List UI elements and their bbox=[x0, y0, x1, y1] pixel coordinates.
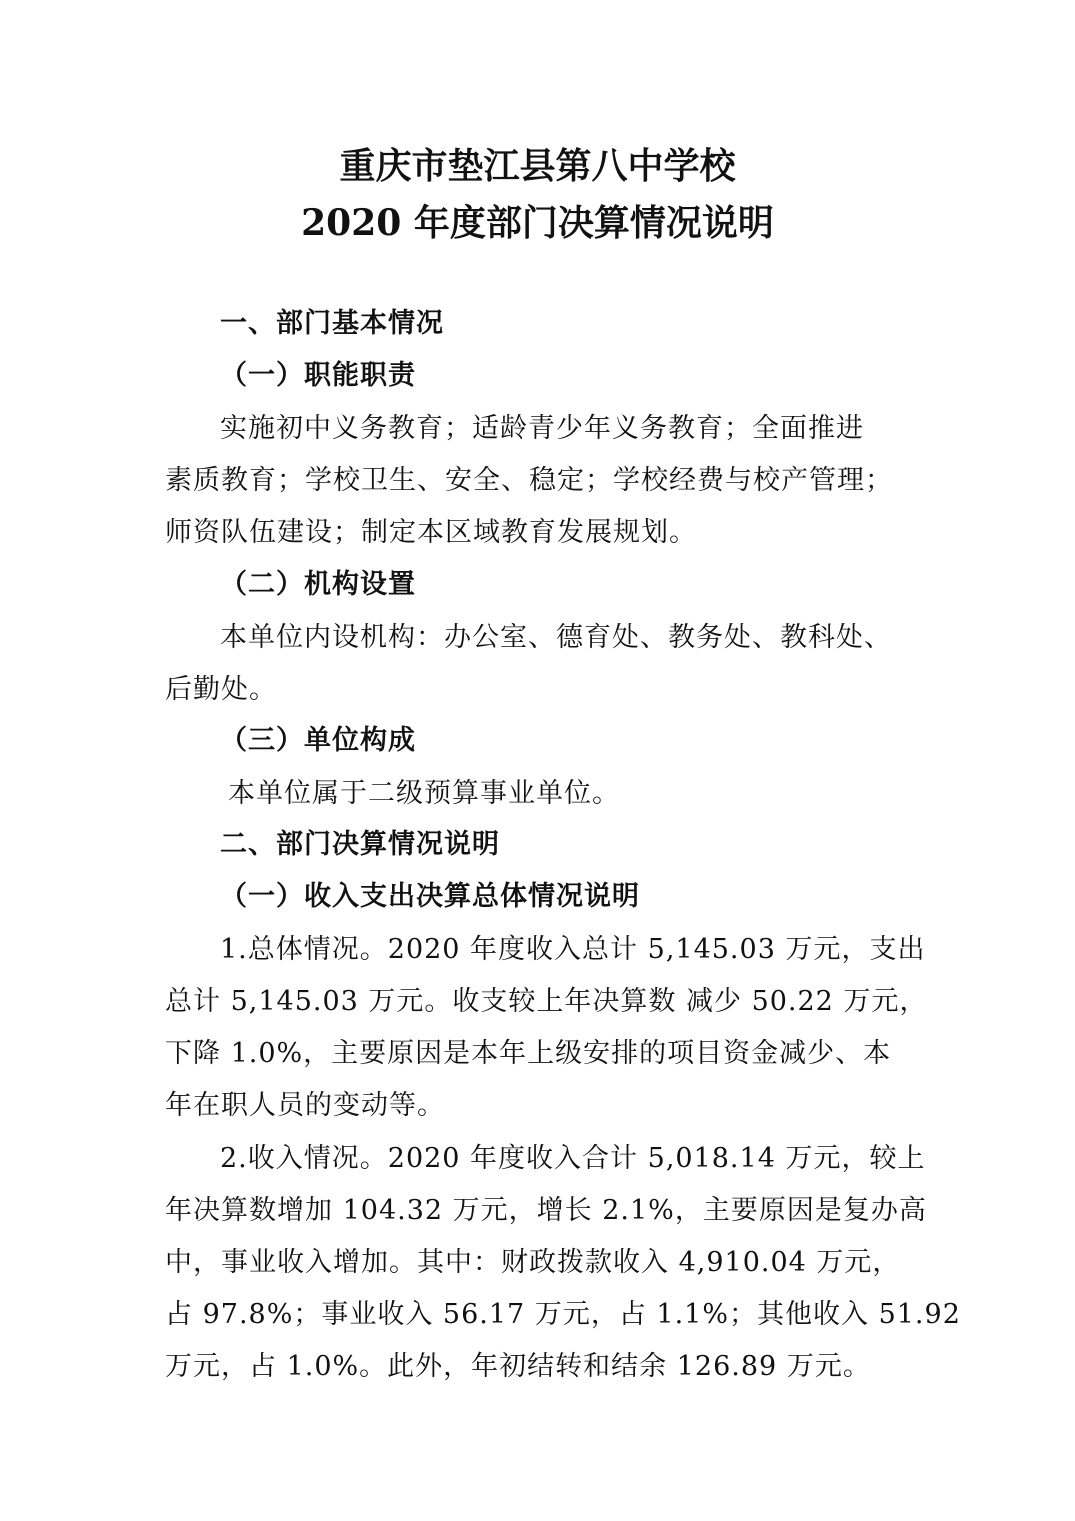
section-heading-1: 一、部门基本情况 bbox=[220, 308, 444, 339]
paragraph-line: 总计 5,145.03 万元。收支较上年决算数 减少 50.22 万元， bbox=[165, 986, 928, 1017]
section-heading-2: 二、部门决算情况说明 bbox=[220, 829, 500, 860]
document-title-line-1: 重庆市垫江县第八中学校 bbox=[339, 145, 736, 187]
paragraph-line: 2.收入情况。2020 年度收入合计 5,018.14 万元，较上 bbox=[220, 1143, 926, 1174]
subsection-heading-composition: （三）单位构成 bbox=[220, 725, 416, 756]
subsection-heading-duties: （一）职能职责 bbox=[220, 360, 416, 391]
subsection-heading-overview: （一）收入支出决算总体情况说明 bbox=[220, 881, 640, 912]
paragraph-line: 实施初中义务教育；适龄青少年义务教育；全面推进 bbox=[220, 413, 864, 444]
paragraph-line: 万元，占 1.0%。此外，年初结转和结余 126.89 万元。 bbox=[165, 1351, 871, 1382]
paragraph-line: 年决算数增加 104.32 万元，增长 2.1%，主要原因是复办高 bbox=[165, 1195, 927, 1226]
document-title-line-2: 2020 年度部门决算情况说明 bbox=[301, 202, 774, 244]
paragraph-line: 本单位属于二级预算事业单位。 bbox=[228, 778, 620, 809]
paragraph-line: 中，事业收入增加。其中：财政拨款收入 4,910.04 万元， bbox=[165, 1247, 901, 1278]
paragraph-line: 下降 1.0%，主要原因是本年上级安排的项目资金减少、本 bbox=[165, 1038, 892, 1069]
paragraph-line: 后勤处。 bbox=[165, 674, 277, 705]
subsection-heading-structure: （二）机构设置 bbox=[220, 569, 416, 600]
paragraph-line: 素质教育；学校卫生、安全、稳定；学校经费与校产管理； bbox=[165, 465, 893, 496]
paragraph-line: 1.总体情况。2020 年度收入总计 5,145.03 万元，支出 bbox=[220, 934, 926, 965]
paragraph-line: 师资队伍建设；制定本区域教育发展规划。 bbox=[165, 517, 697, 548]
paragraph-line: 本单位内设机构：办公室、德育处、教务处、教科处、 bbox=[220, 622, 892, 653]
paragraph-line: 年在职人员的变动等。 bbox=[165, 1090, 445, 1121]
paragraph-line: 占 97.8%；事业收入 56.17 万元，占 1.1%；其他收入 51.92 bbox=[165, 1299, 961, 1330]
